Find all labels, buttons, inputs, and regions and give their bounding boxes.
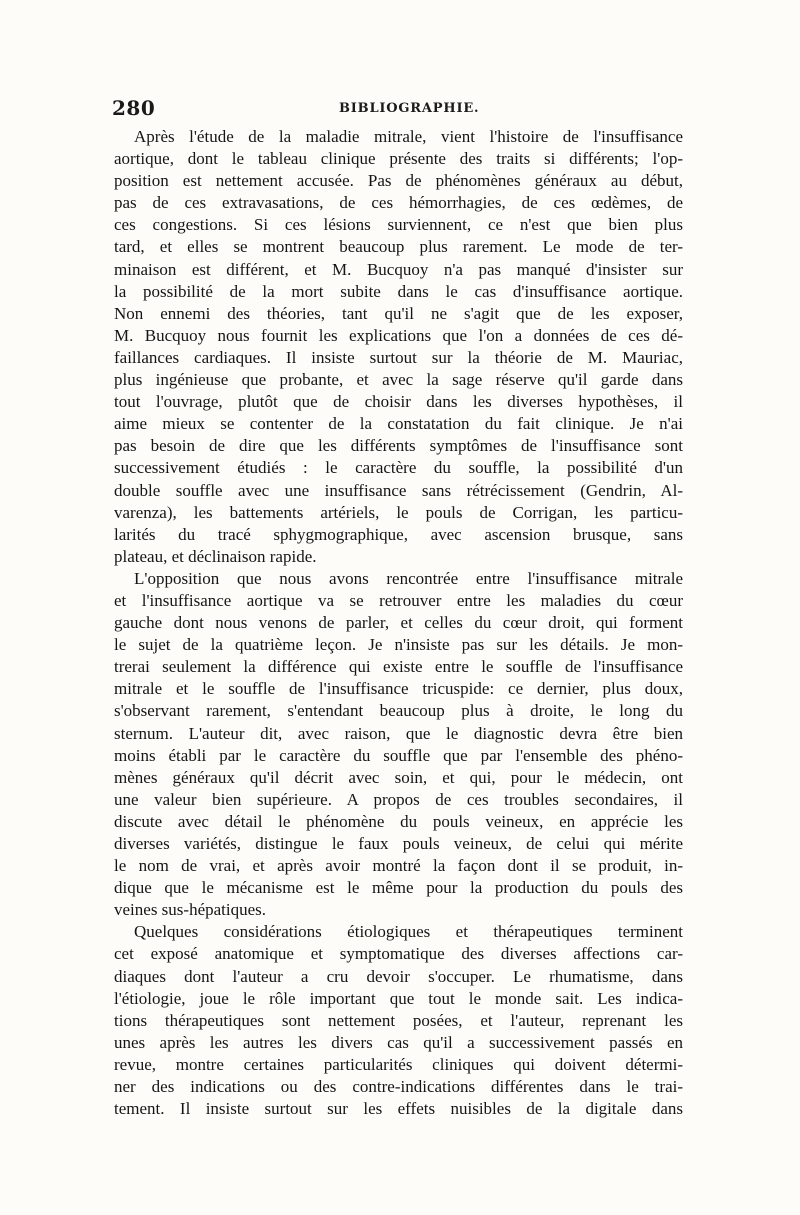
text-line: diaques dont l'auteur a cru devoir s'occuper. Le rhumatisme, dans [114, 966, 683, 986]
text-line: une valeur bien supérieure. A propos de ces troubles secondaires, il [114, 789, 683, 809]
text-line: moins établi par le caractère du souffle que par l'ensemble des phéno- [114, 745, 683, 765]
running-title: BIBLIOGRAPHIE. [339, 101, 480, 116]
text-line: ner des indications ou des contre-indications différentes dans le trai- [114, 1077, 683, 1097]
text-line: s'observant rarement, s'entendant beaucoup plus à droite, le long du [114, 701, 683, 721]
text-line: position est nettement accusée. Pas de phénomènes généraux au début, [114, 171, 683, 191]
text-line: plus ingénieuse que probante, et avec la sage réserve qu'il garde dans [114, 370, 683, 390]
text-line: tard, et elles se montrent beaucoup plus rarement. Le mode de ter- [114, 237, 683, 257]
text-line: le nom de vrai, et après avoir montré la façon dont il se produit, in- [114, 856, 683, 876]
text-line: diverses variétés, distingue le faux pouls veineux, de celui qui mérite [114, 834, 683, 853]
text-line: revue, montre certaines particularités cliniques qui doivent détermi- [114, 1054, 683, 1074]
text-line: trerai seulement la différence qui existe entre le souffle de l'insuffisance [114, 657, 683, 677]
text-line: faillances cardiaques. Il insiste surtout sur la théorie de M. Mauriac, [114, 347, 683, 367]
text-line: successivement étudiés : le caractère du souffle, la possibilité d'un [114, 458, 683, 478]
text-line: mènes généraux qu'il décrit avec soin, et qui, pour le médecin, ont [114, 767, 683, 787]
text-line: veines sus-hépatiques. [114, 900, 267, 920]
text-line: et l'insuffisance aortique va se retrouver entre les maladies du cœur [114, 590, 683, 610]
text-line: tement. Il insiste surtout sur les effets nuisibles de la digitale dans [114, 1099, 683, 1119]
text-line: tout l'ouvrage, plutôt que de choisir dans les diverses hypothèses, il [114, 392, 683, 412]
text-line: pas besoin de dire que les différents symptômes de l'insuffisance sont [114, 436, 683, 456]
body-text [114, 126, 683, 1120]
text-line: aime mieux se contenter de la constatation du fait clinique. Je n'ai [114, 414, 683, 434]
text-line: Non ennemi des théories, tant qu'il ne s'agit que de les exposer, [114, 303, 683, 323]
text-line: aortique, dont le tableau clinique présente des traits si différents; l'op- [114, 149, 683, 169]
text-line: Quelques considérations étiologiques et thérapeutiques terminent [134, 922, 683, 942]
text-line: L'opposition que nous avons rencontrée entre l'insuffisance mitrale [134, 568, 683, 588]
text-line: unes après les autres les divers cas qu'il a successivement passés en [114, 1032, 683, 1052]
text-line: mitrale et le souffle de l'insuffisance tricuspide: ce dernier, plus doux, [114, 679, 683, 699]
text-line: sternum. L'auteur dit, avec raison, que le diagnostic devra être bien [114, 723, 683, 743]
text-line: double souffle avec une insuffisance sans rétrécissement (Gendrin, Al- [114, 480, 683, 500]
text-line: le sujet de la quatrième leçon. Je n'insiste pas sur les détails. Je mon- [114, 635, 683, 655]
text-line: cet exposé anatomique et symptomatique des diverses affections car- [114, 944, 683, 964]
text-line: discute avec détail le phénomène du pouls veineux, en apprécie les [114, 811, 683, 831]
text-line: l'étiologie, joue le rôle important que tout le monde sait. Les indica- [114, 988, 683, 1008]
text-line: varenza), les battements artériels, le pouls de Corrigan, les particu- [114, 502, 683, 522]
text-line: larités du tracé sphygmographique, avec ascension brusque, sans [114, 524, 683, 544]
text-line: M. Bucquoy nous fournit les explications que l'on a données de ces dé- [114, 325, 683, 345]
text-line: plateau, et déclinaison rapide. [114, 546, 317, 566]
text-line: la possibilité de la mort subite dans le cas d'insuffisance aortique. [114, 281, 683, 301]
text-line: dique que le mécanisme est le même pour la production du pouls des [114, 878, 683, 898]
text-line: ces congestions. Si ces lésions surviennent, ce n'est que bien plus [114, 215, 683, 235]
text-line: pas de ces extravasations, de ces hémorrhagies, de ces œdèmes, de [114, 193, 683, 213]
text-line: tions thérapeutiques sont nettement posées, et l'auteur, reprenant les [114, 1010, 683, 1030]
page-header [112, 96, 682, 122]
text-line: minaison est différent, et M. Bucquoy n'a pas manqué d'insister sur [114, 259, 683, 279]
text-line: Après l'étude de la maladie mitrale, vient l'histoire de l'insuffisance [134, 127, 683, 146]
page-number: 280 [112, 96, 156, 120]
text-line: gauche dont nous venons de parler, et celles du cœur droit, qui forment [114, 613, 683, 633]
